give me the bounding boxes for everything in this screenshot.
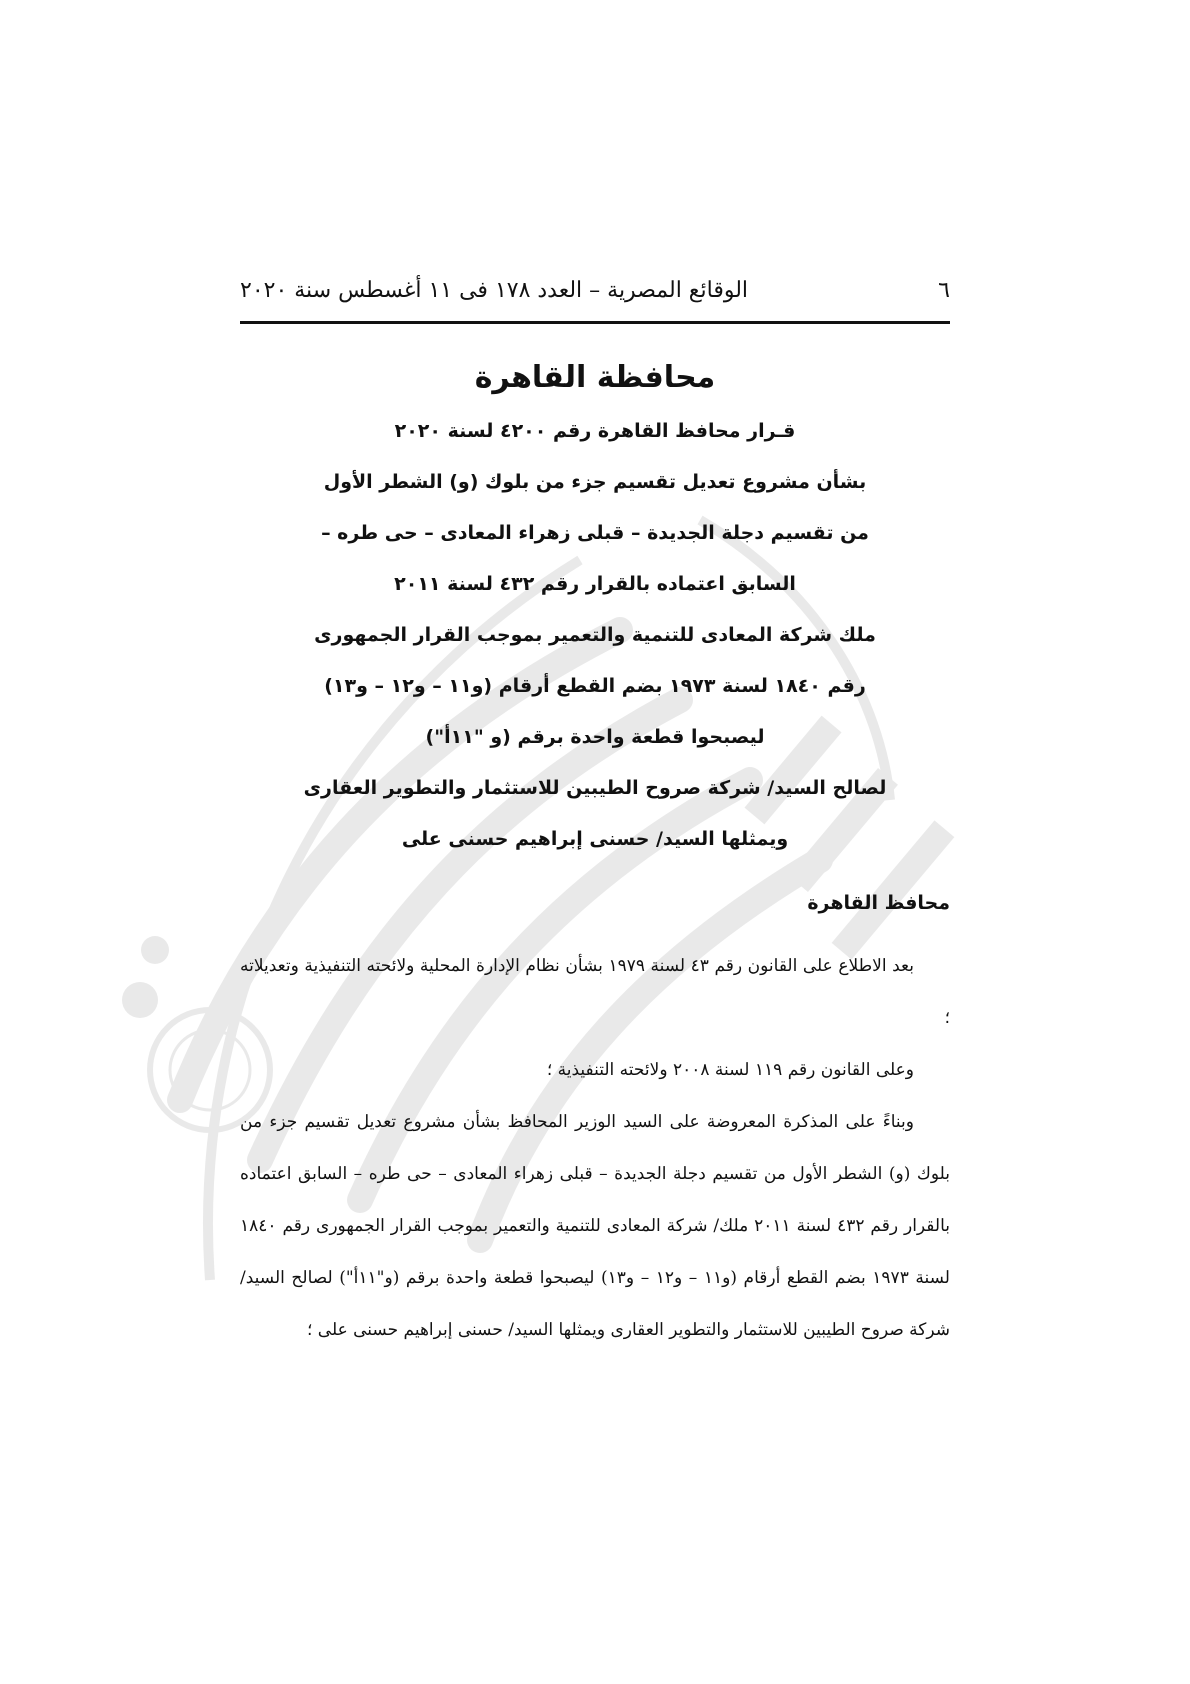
decree-title-line: بشأن مشروع تعديل تقسيم جزء من بلوك (و) الشطر الأول — [323, 471, 867, 493]
decree-title-line: ملك شركة المعادى للتنمية والتعمير بموجب القرار الجمهورى — [314, 624, 876, 646]
issuer-heading: محافظ القاهرة — [807, 892, 950, 914]
page-number: ٦ — [938, 277, 950, 303]
decree-title-line: ليصبحوا قطعة واحدة برقم (و "١١أ") — [425, 726, 765, 748]
decree-title-line: رقم ١٨٤٠ لسنة ١٩٧٣ بضم القطع أرقام (و١١ – و١٢ – و١٣) — [324, 675, 866, 697]
body-paragraph: وعلى القانون رقم ١١٩ لسنة ٢٠٠٨ ولائحته التنفيذية ؛ — [546, 1060, 914, 1080]
running-header — [240, 270, 950, 310]
body-paragraph: وبناءً على المذكرة المعروضة على السيد الوزير المحافظ بشأن مشروع تعديل تقسيم جزء من بلوك (و) الشطر الأول من تقسيم دجلة الجديدة – قبلى زهراء المعادى – حى طره – السابق اعتماده بالقرار رقم ٤٣٢ لسنة ٢٠١١ ملك/ شركة المعادى للتنمية والتعمير بموجب القرار الجمهورى رقم ١٨٤٠ لسنة ١٩٧٣ بضم القطع أرقام (و١١ – و١٢ – و١٣) ليصبحوا قطعة واحدة برقم (و"١١أ") لصالح السيد/ شركة صروح الطيبين للاستثمار والتطوير العقارى ويمثلها السيد/ حسنى إبراهيم حسنى على ؛ — [240, 1112, 950, 1340]
decree-title-line: السابق اعتماده بالقرار رقم ٤٣٢ لسنة ٢٠١١ — [394, 573, 796, 595]
decree-body — [240, 940, 950, 1356]
decree-title-line: من تقسيم دجلة الجديدة – قبلى زهراء المعادى – حى طره – — [321, 522, 869, 544]
decree-title-line: لصالح السيد/ شركة صروح الطيبين للاستثمار والتطوير العقارى — [303, 777, 887, 799]
decree-title-block — [240, 350, 950, 865]
body-paragraph: بعد الاطلاع على القانون رقم ٤٣ لسنة ١٩٧٩ بشأن نظام الإدارة المحلية ولائحته التنفيذية وتعديلاته ؛ — [240, 956, 950, 1028]
decree-title-line: قـرار محافظ القاهرة رقم ٤٢٠٠ لسنة ٢٠٢٠ — [394, 420, 796, 442]
header-divider — [240, 321, 950, 324]
running-title: الوقائع المصرية – العدد ١٧٨ فى ١١ أغسطس سنة ٢٠٢٠ — [240, 277, 749, 303]
governorate-title: محافظة القاهرة — [474, 360, 716, 395]
decree-title-line: ويمثلها السيد/ حسنى إبراهيم حسنى على — [401, 828, 789, 850]
